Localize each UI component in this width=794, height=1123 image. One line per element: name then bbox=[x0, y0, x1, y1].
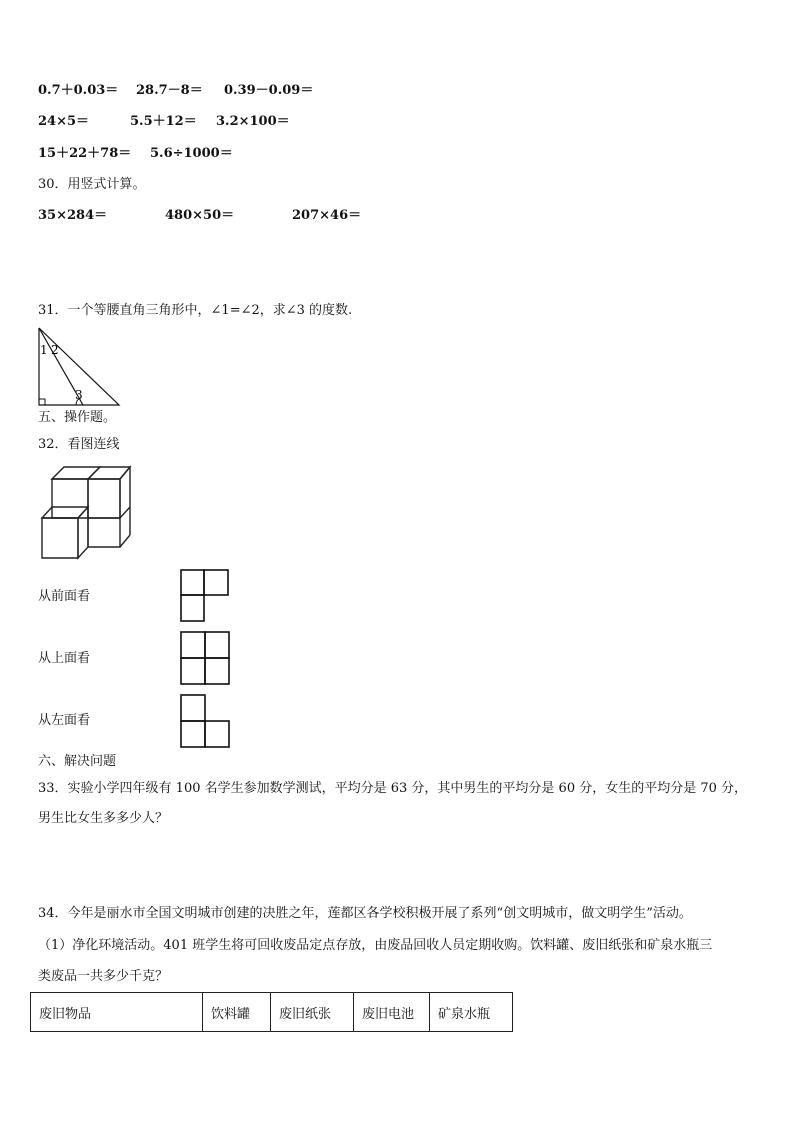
question-30-title: 30．用竖式计算。 bbox=[38, 177, 146, 192]
question-34-line2: （1）净化环境活动。401 班学生将可回收废品定点存放，由废品回收人员定期收购。饮料罐、废旧纸张和矿泉水瓶三 bbox=[38, 938, 713, 953]
vertical-calc-expr: 35×284＝ bbox=[38, 208, 108, 223]
view-label-left: 从左面看 bbox=[38, 713, 91, 728]
view-label-top: 从上面看 bbox=[38, 651, 91, 666]
table-header-cell: 矿泉水瓶 bbox=[430, 993, 513, 1032]
table-header-cell: 饮料罐 bbox=[203, 993, 271, 1032]
table-row bbox=[31, 993, 513, 1032]
question-33-line1: 33．实验小学四年级有 100 名学生参加数学测试，平均分是 63 分，其中男生的平均分是 60 分，女生的平均分是 70 分， bbox=[38, 781, 748, 796]
cube-stack-figure bbox=[38, 463, 132, 561]
question-34-line1: 34．今年是丽水市全国文明城市创建的决胜之年，莲都区各学校积极开展了系列“创文明城市，做文明学生”活动。 bbox=[38, 906, 692, 921]
oral-expr: 0.39－0.09＝ bbox=[224, 83, 314, 98]
view-grid-front bbox=[180, 569, 230, 623]
oral-expr: 24×5＝ bbox=[38, 114, 90, 129]
question-34-line3: 类废品一共多少千克？ bbox=[38, 969, 169, 984]
oral-expr: 15＋22＋78＝ bbox=[38, 146, 132, 161]
view-grid-left bbox=[180, 694, 232, 750]
oral-expr: 3.2×100＝ bbox=[216, 114, 290, 129]
waste-table bbox=[30, 992, 513, 1032]
table-header-cell: 废旧物品 bbox=[31, 993, 203, 1032]
table-header-cell: 废旧纸张 bbox=[271, 993, 354, 1032]
section-6-heading: 六、解决问题 bbox=[38, 754, 117, 769]
angle-label-3: 3 bbox=[75, 388, 83, 402]
vertical-calc-expr: 480×50＝ bbox=[165, 208, 235, 223]
question-32-title: 32．看图连线 bbox=[38, 437, 120, 452]
oral-expr: 5.6÷1000＝ bbox=[150, 146, 233, 161]
oral-expr: 5.5＋12＝ bbox=[130, 114, 197, 129]
oral-expr: 28.7－8＝ bbox=[136, 83, 203, 98]
vertical-calc-expr: 207×46＝ bbox=[292, 208, 362, 223]
view-label-front: 从前面看 bbox=[38, 589, 91, 604]
question-33-line2: 男生比女生多多少人？ bbox=[38, 811, 169, 826]
angle-label-2: 2 bbox=[51, 343, 59, 357]
oral-expr: 0.7＋0.03＝ bbox=[38, 83, 119, 98]
section-5-heading: 五、操作题。 bbox=[38, 410, 117, 425]
view-grid-top bbox=[180, 631, 232, 687]
table-header-cell: 废旧电池 bbox=[354, 993, 430, 1032]
question-31-title: 31．一个等腰直角三角形中，∠1=∠2，求∠3 的度数. bbox=[38, 303, 353, 318]
angle-label-1: 1 bbox=[40, 343, 48, 357]
right-triangle-figure bbox=[30, 326, 130, 410]
